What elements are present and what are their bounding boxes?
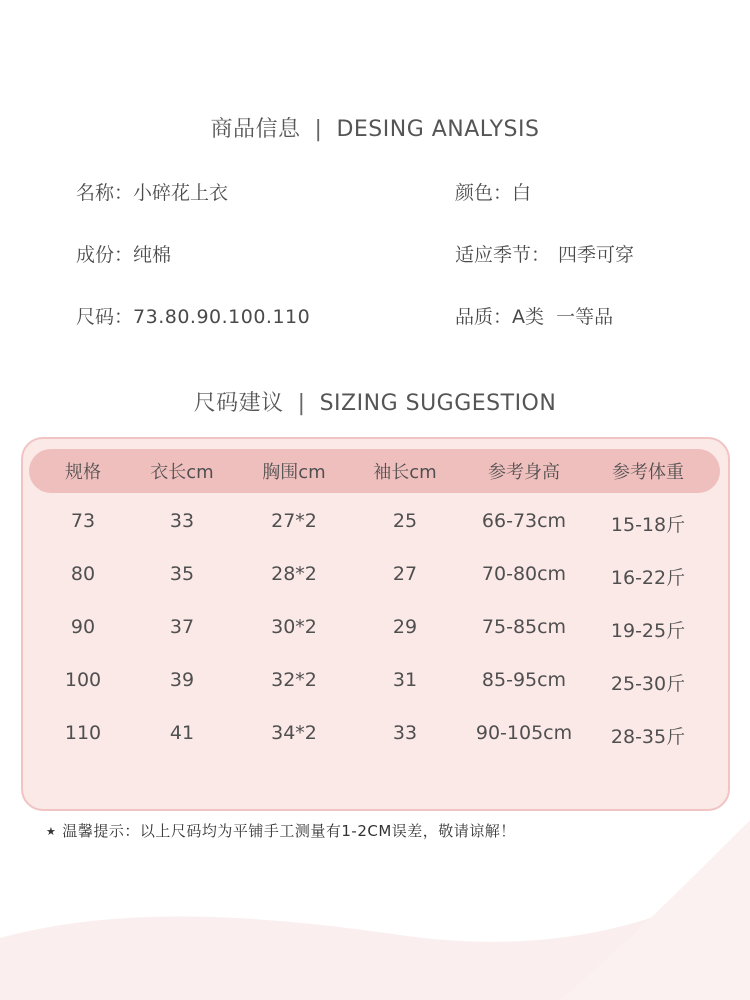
info-label: 名称：	[76, 182, 134, 204]
info-value: 纯棉	[133, 244, 172, 266]
measurement-note	[46, 820, 516, 841]
table-cell: 90-105cm	[475, 722, 573, 744]
info-item-quality	[455, 302, 613, 329]
info-item-name	[76, 178, 228, 205]
info-value: 小碎花上衣	[133, 182, 229, 204]
table-cell: 15-18斤	[610, 514, 686, 536]
info-label: 成份：	[76, 244, 134, 266]
table-cell: 35	[169, 563, 195, 585]
info-label: 品质：	[455, 306, 513, 328]
table-cell: 100	[64, 669, 102, 691]
table-cell: 34*2	[271, 722, 317, 744]
info-label: 适应季节：	[455, 244, 551, 266]
table-cell: 32*2	[271, 669, 317, 691]
table-cell: 16-22斤	[610, 567, 686, 589]
info-item-season	[455, 240, 634, 267]
table-cell: 33	[169, 510, 195, 532]
table-cell: 27	[392, 563, 418, 585]
table-cell: 75-85cm	[481, 616, 567, 638]
table-cell: 90	[70, 616, 96, 638]
info-item-material	[76, 240, 171, 267]
table-cell: 39	[169, 669, 195, 691]
table-header-cell: 衣长cm	[150, 462, 214, 483]
info-label: 尺码：	[76, 306, 134, 328]
size-title-separator: |	[297, 391, 306, 416]
table-cell: 19-25斤	[610, 620, 686, 642]
table-cell: 25-30斤	[610, 673, 686, 695]
info-title-separator: |	[314, 117, 323, 142]
table-cell: 30*2	[271, 616, 317, 638]
table-cell: 29	[392, 616, 418, 638]
size-title-cn: 尺码建议	[193, 391, 284, 416]
size-section-title	[0, 386, 750, 417]
info-section-title	[0, 112, 750, 143]
table-cell: 70-80cm	[481, 563, 567, 585]
star-icon: ★	[46, 825, 57, 838]
table-cell: 31	[392, 669, 418, 691]
table-header-cell: 袖长cm	[373, 462, 437, 483]
table-cell: 66-73cm	[481, 510, 567, 532]
note-text: 温馨提示：以上尺码均为平铺手工测量有1-2CM误差，敬请谅解！	[62, 822, 516, 840]
table-cell: 25	[392, 510, 418, 532]
table-header-cell: 胸围cm	[262, 462, 326, 483]
table-cell: 37	[169, 616, 195, 638]
table-cell: 33	[392, 722, 418, 744]
info-value: 四季可穿	[558, 244, 635, 266]
table-header-cell: 规格	[65, 462, 101, 483]
info-item-sizes	[76, 302, 310, 329]
info-value: 白	[512, 182, 532, 204]
table-cell: 80	[70, 563, 96, 585]
table-cell: 41	[169, 722, 195, 744]
info-value: 73.80.90.100.110	[133, 306, 311, 328]
table-header-cell: 参考身高	[488, 462, 560, 483]
info-value: A类 一等品	[512, 306, 614, 328]
table-cell: 110	[64, 722, 102, 744]
info-title-cn: 商品信息	[210, 117, 301, 142]
info-title-en: DESING ANALYSIS	[336, 117, 540, 142]
info-item-color	[455, 178, 531, 205]
size-title-en: SIZING SUGGESTION	[319, 391, 557, 416]
info-label: 颜色：	[455, 182, 513, 204]
table-cell: 28-35斤	[610, 726, 686, 748]
table-cell: 85-95cm	[481, 669, 567, 691]
table-cell: 73	[70, 510, 96, 532]
table-header-cell: 参考体重	[612, 462, 684, 483]
table-cell: 27*2	[271, 510, 317, 532]
table-cell: 28*2	[271, 563, 317, 585]
